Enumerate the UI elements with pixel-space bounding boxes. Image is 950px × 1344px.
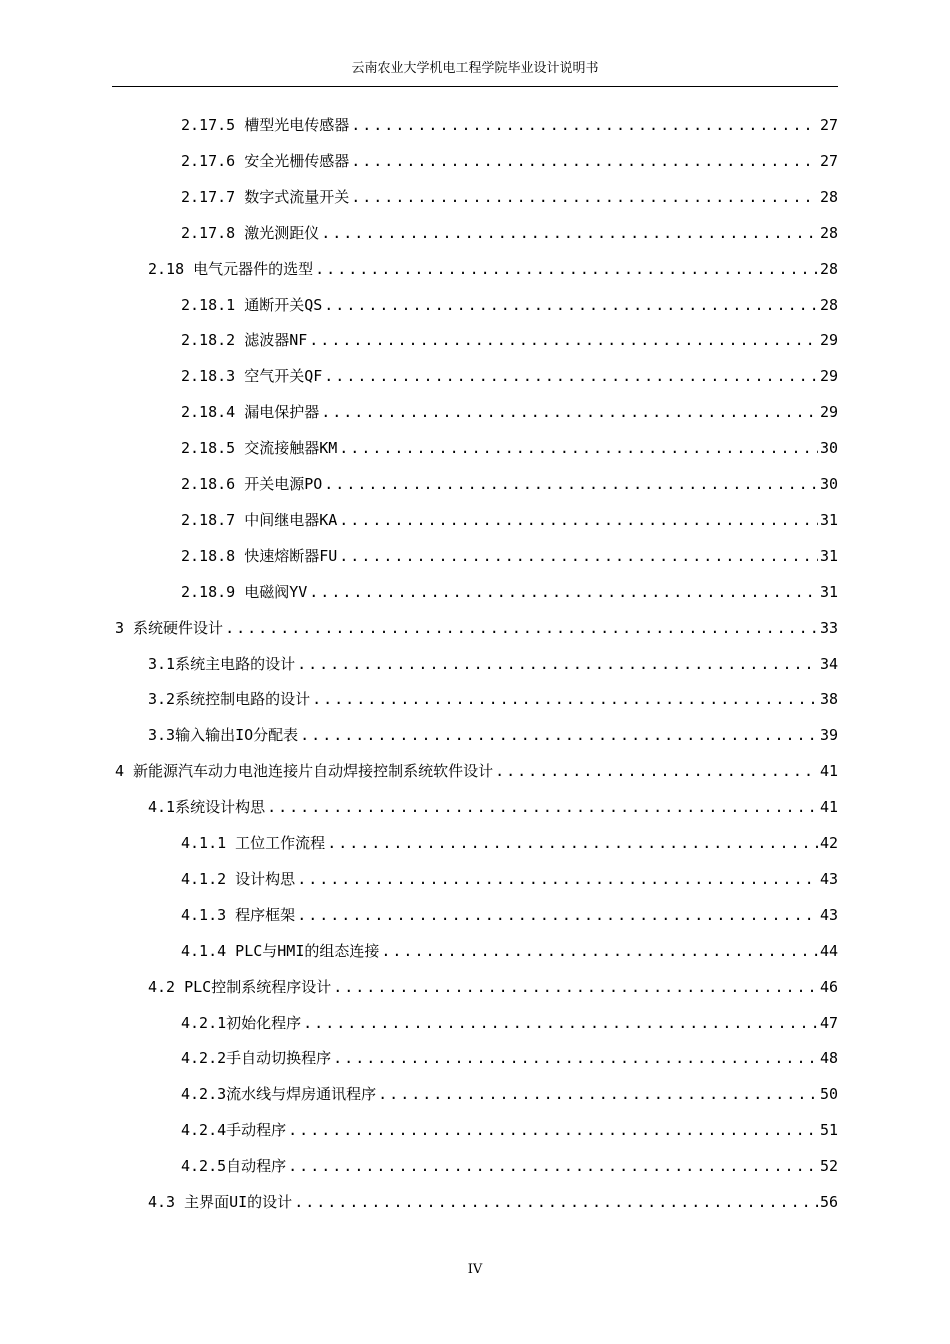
toc-dot-leader [333,978,818,996]
toc-entry-page: 44 [819,941,838,960]
toc-entry-page: 43 [819,869,838,888]
toc-dot-leader [309,583,818,601]
toc-dot-leader [339,511,818,529]
toc-entry-title: 2.18.1 通断开关QS [181,295,323,314]
toc-entry-title: 4.2.4手动程序 [181,1121,287,1140]
toc-entry[interactable] [148,254,838,278]
toc-entry-title: 2.18.5 交流接触器KM [181,439,338,458]
toc-entry-title: 2.18.4 漏电保护器 [181,403,320,422]
toc-entry-page: 28 [819,295,838,314]
toc-entry-page: 34 [819,654,838,673]
toc-entry-page: 28 [819,223,838,242]
toc-entry-title: 4.2.2手自动切换程序 [181,1049,332,1068]
toc-dot-leader [300,726,818,744]
toc-entry[interactable] [148,1187,838,1211]
toc-entry-page: 47 [819,1013,838,1032]
toc-entry-page: 51 [819,1121,838,1140]
toc-entry[interactable] [148,649,838,673]
toc-entry[interactable] [181,577,838,601]
toc-entry[interactable] [181,218,838,242]
toc-entry-page: 29 [819,331,838,350]
toc-entry[interactable] [181,1115,838,1139]
toc-entry-page: 46 [819,977,838,996]
toc-entry-page: 31 [819,546,838,565]
toc-dot-leader [351,116,818,134]
toc-dot-leader [351,152,818,170]
toc-entry[interactable] [181,864,838,888]
toc-dot-leader [297,870,818,888]
toc-dot-leader [267,798,818,816]
toc-entry-title: 2.17.8 激光测距仪 [181,223,320,242]
toc-entry[interactable] [181,1079,838,1103]
toc-entry[interactable] [181,541,838,565]
toc-dot-leader [288,1157,818,1175]
page-number: IV [467,1262,483,1277]
toc-entry-title: 3.1系统主电路的设计 [148,654,296,673]
toc-entry-page: 48 [819,1049,838,1068]
toc-entry-page: 41 [819,798,838,817]
toc-entry-title: 4.2 PLC控制系统程序设计 [148,977,332,996]
toc-entry-title: 4.1系统设计构思 [148,798,266,817]
toc-entry-title: 2.17.6 安全光栅传感器 [181,151,350,170]
page-header [112,60,838,87]
toc-dot-leader [303,1014,818,1032]
toc-dot-leader [324,296,818,314]
toc-entry[interactable] [181,146,838,170]
toc-dot-leader [288,1121,818,1139]
toc-entry[interactable] [115,756,838,780]
toc-entry[interactable] [148,720,838,744]
toc-entry[interactable] [181,361,838,385]
toc-entry-title: 3.2系统控制电路的设计 [148,690,311,709]
toc-entry-page: 42 [819,834,838,852]
toc-entry-title: 2.18.9 电磁阀YV [181,582,308,601]
toc-entry-page: 56 [819,1193,838,1211]
toc-entry-title: 4.2.5自动程序 [181,1157,287,1176]
toc-entry[interactable] [181,1151,838,1175]
toc-entry[interactable] [181,900,838,924]
toc-entry-page: 28 [819,187,838,206]
toc-dot-leader [378,1085,818,1103]
toc-dot-leader [324,367,818,385]
toc-entry-title: 2.18.8 快速熔断器FU [181,546,338,565]
toc-entry-page: 31 [819,510,838,529]
toc-entry[interactable] [181,182,838,206]
toc-entry-page: 52 [819,1157,838,1176]
toc-dot-leader [297,906,818,924]
toc-entry[interactable] [181,828,838,852]
toc-entry[interactable] [148,684,838,708]
toc-entry-title: 3 系统硬件设计 [115,618,224,637]
toc-dot-leader [324,475,818,493]
toc-entry-title: 4 新能源汽车动力电池连接片自动焊接控制系统软件设计 [115,762,494,781]
toc-entry-page: 29 [819,367,838,386]
toc-entry[interactable] [148,792,838,816]
page-footer [0,1262,950,1277]
toc-entry-page: 29 [819,403,838,422]
toc-entry-title: 2.18 电气元器件的选型 [148,259,314,278]
toc-entry[interactable] [181,397,838,421]
toc-entry[interactable] [181,1008,838,1032]
toc-entry-title: 4.2.3流水线与焊房通讯程序 [181,1085,377,1104]
toc-entry[interactable] [181,433,838,457]
toc-entry-title: 3.3输入输出IO分配表 [148,726,299,745]
toc-entry-title: 2.18.2 滤波器NF [181,331,308,350]
toc-entry[interactable] [115,613,838,637]
toc-dot-leader [333,1049,818,1067]
toc-dot-leader [495,762,818,780]
toc-dot-leader [327,834,818,852]
toc-dot-leader [381,942,818,960]
toc-entry-page: 41 [819,762,838,781]
toc-entry-page: 27 [819,151,838,170]
toc-entry[interactable] [181,1043,838,1067]
toc-dot-leader [309,331,818,349]
toc-entry-title: 4.3 主界面UI的设计 [148,1193,293,1211]
header-title: 云南农业大学机电工程学院毕业设计说明书 [351,61,599,76]
toc-entry-page: 39 [819,726,838,745]
toc-entry[interactable] [181,936,838,960]
toc-entry-title: 4.2.1初始化程序 [181,1013,302,1032]
toc-dot-leader [321,403,818,421]
toc-entry-page: 43 [819,905,838,924]
toc-entry-page: 27 [819,116,838,134]
toc-entry-page: 50 [819,1085,838,1104]
toc-entry-page: 30 [819,475,838,493]
toc-entry-page: 38 [819,690,838,709]
toc-entry[interactable] [181,505,838,529]
toc-entry[interactable] [148,972,838,996]
toc-entry-title: 2.18.3 空气开关QF [181,367,323,386]
toc-dot-leader [312,690,818,708]
toc-entry-page: 31 [819,582,838,601]
toc-dot-leader [225,619,818,637]
toc-entry-page: 28 [819,259,838,278]
toc-entry-title: 4.1.1 工位工作流程 [181,834,326,852]
toc-entry-title: 4.1.4 PLC与HMI的组态连接 [181,941,380,960]
toc-dot-leader [351,188,818,206]
toc-entry-title: 2.17.7 数字式流量开关 [181,187,350,206]
toc-dot-leader [315,260,818,278]
toc-entry-title: 4.1.3 程序框架 [181,905,296,924]
toc-entry-title: 2.18.7 中间继电器KA [181,510,338,529]
toc-entry-page: 30 [819,439,838,458]
toc-dot-leader [297,655,818,673]
toc-dot-leader [339,439,818,457]
toc-entry[interactable] [181,469,838,493]
toc-entry-title: 2.18.6 开关电源PO [181,475,323,493]
toc-entry[interactable] [181,110,838,134]
toc-entry-title: 4.1.2 设计构思 [181,869,296,888]
toc-dot-leader [339,547,818,565]
toc-entry-page: 33 [819,618,838,637]
toc-dot-leader [294,1193,818,1211]
toc-entry[interactable] [181,290,838,314]
toc-entry[interactable] [181,325,838,349]
toc-dot-leader [321,224,818,242]
toc-entry-title: 2.17.5 槽型光电传感器 [181,116,350,134]
